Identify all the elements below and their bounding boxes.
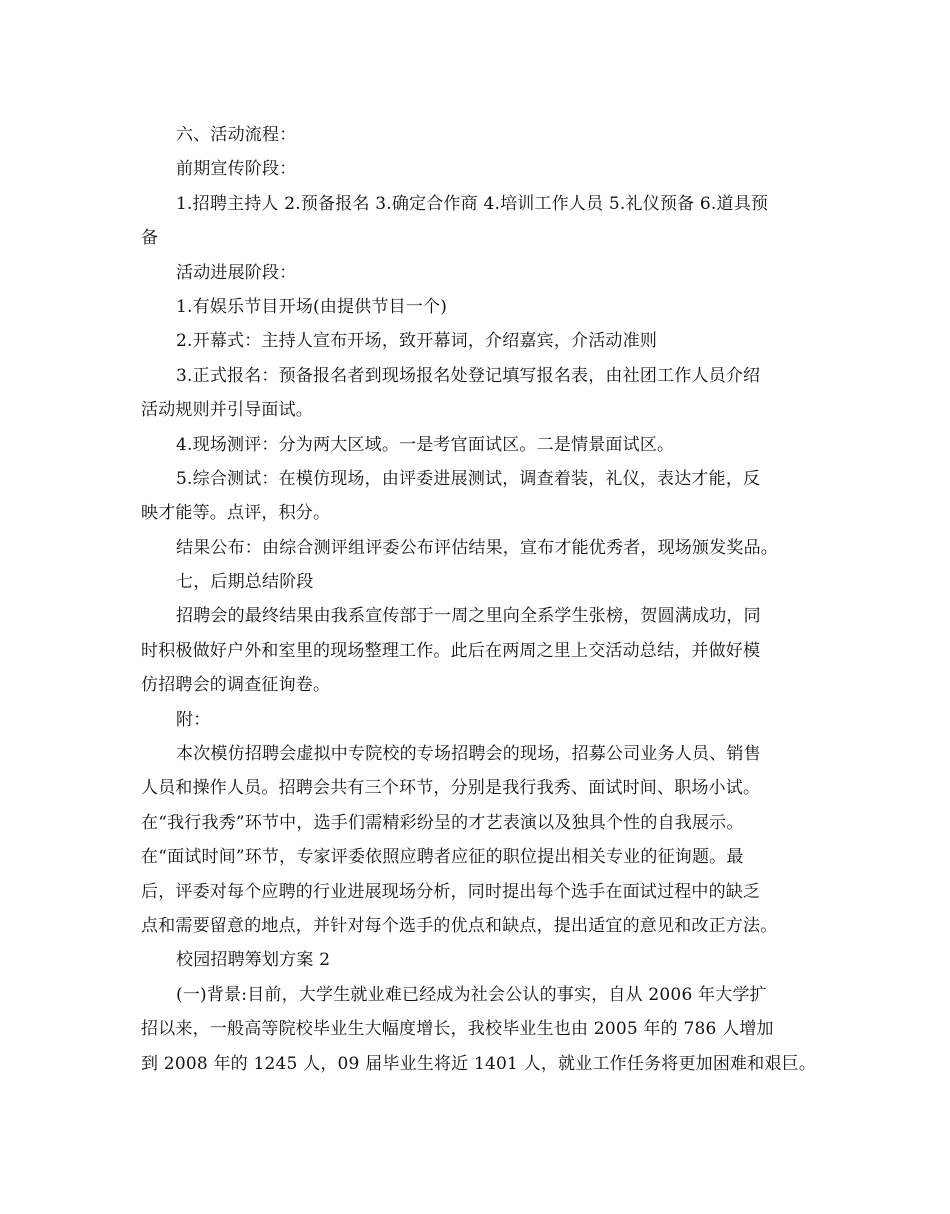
text-line: 在“我行我秀”环节中，选手们需精彩纷呈的才艺表演以及独具个性的自我展示。	[141, 812, 744, 833]
text-line: 时积极做好户外和室里的现场整理工作。此后在两周之里上交活动总结，并做好模	[141, 640, 761, 661]
text-line: 校园招聘筹划方案 2	[176, 950, 331, 971]
text-line: 在“面试时间”环节，专家评委依照应聘者应征的职位提出相关专业的征询题。最	[141, 847, 744, 868]
text-line: 六、活动流程：	[176, 125, 297, 145]
text-line: 备	[141, 228, 159, 249]
text-line: 点和需要留意的地点，并针对每个选手的优点和缺点，提出适宜的意见和改正方法。	[141, 915, 778, 936]
text-line: 招以来，一般高等院校毕业生大幅度增长，我校毕业生也由 2005 年的 786 人增加	[141, 1019, 774, 1040]
text-line: 2.开幕式：主持人宣布开场，致开幕词，介绍嘉宾，介活动准则	[176, 331, 658, 352]
text-line: 本次模仿招聘会虚拟中专院校的专场招聘会的现场，招募公司业务人员、销售	[176, 744, 761, 765]
text-line: (一)背景:目前，大学生就业难已经成为社会公认的事实，自从 2006 年大学扩	[176, 984, 767, 1005]
text-line: 3.正式报名：预备报名者到现场报名处登记填写报名表，由社团工作人员介绍	[176, 365, 761, 386]
text-line: 招聘会的最终结果由我系宣传部于一周之里向全系学生张榜，贺圆满成功，同	[176, 606, 761, 627]
text-line: 仿招聘会的调查征询卷。	[141, 675, 331, 696]
text-line: 活动规则并引导面试。	[141, 400, 313, 421]
text-line: 人员和操作人员。招聘会共有三个环节，分别是我行我秀、面试时间、职场小试。	[141, 778, 761, 799]
text-line: 附：	[176, 709, 211, 730]
text-line: 1.招聘主持人 2.预备报名 3.确定合作商 4.培训工作人员 5.礼仪预备 6.道具预	[176, 193, 769, 214]
text-line: 1.有娱乐节目开场(由提供节目一个)	[176, 296, 448, 317]
text-line: 前期宣传阶段：	[176, 159, 297, 180]
text-line: 5.综合测试：在模仿现场，由评委进展测试，调查着装，礼仪，表达才能，反	[176, 468, 761, 489]
document-body	[141, 118, 831, 1081]
text-line: 映才能等。点评，积分。	[141, 503, 331, 524]
text-line: 结果公布：由综合测评组评委公布评估结果，宣布才能优秀者，现场颁发奖品。	[176, 537, 778, 558]
text-line: 后，评委对每个应聘的行业进展现场分析，同时提出每个选手在面试过程中的缺乏	[141, 881, 761, 902]
text-line: 活动进展阶段：	[176, 262, 297, 283]
text-line: 到 2008 年的 1245 人，09 届毕业生将近 1401 人，就业工作任务将更加困难和艰巨。	[141, 1053, 817, 1074]
text-line: 4.现场测评：分为两大区域。一是考官面试区。二是情景面试区。	[176, 434, 675, 455]
text-line: 七，后期总结阶段	[176, 572, 314, 593]
